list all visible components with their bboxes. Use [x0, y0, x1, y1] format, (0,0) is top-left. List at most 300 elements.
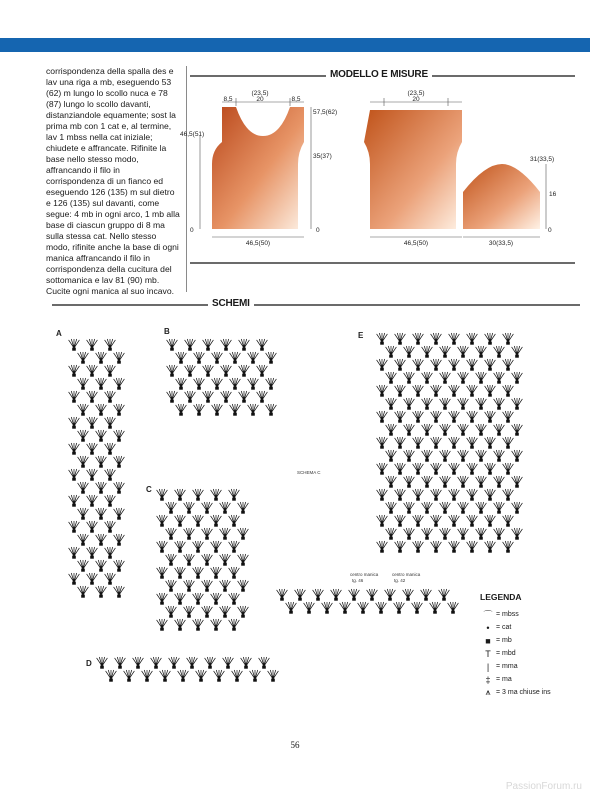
stitch-fan — [115, 657, 126, 668]
stitch-fan — [266, 404, 277, 415]
stitch-fan — [96, 482, 107, 493]
stitch-fan — [512, 424, 523, 435]
stitch-fan — [133, 657, 144, 668]
shoulder-right: 8,5 — [291, 96, 301, 103]
stitch-fan — [449, 515, 460, 526]
measures-diagram — [180, 84, 580, 252]
stitch-fan — [175, 593, 186, 604]
legend-symbol: ⩚ — [485, 687, 491, 697]
legend-title: LEGENDA — [480, 592, 522, 602]
crochet-charts — [52, 318, 542, 728]
stitch-fan — [87, 339, 98, 350]
stitch-fan — [259, 657, 270, 668]
stitch-fan — [404, 372, 415, 383]
stitch-fan — [97, 657, 108, 668]
stitch-fan — [422, 502, 433, 513]
stitch-fan — [448, 602, 459, 613]
stitch-fan — [512, 346, 523, 357]
stitch-fan — [106, 670, 117, 681]
stitch-fan — [78, 430, 89, 441]
stitch-fan — [203, 339, 214, 350]
stitch-fan — [413, 437, 424, 448]
stitch-fan — [449, 333, 460, 344]
stitch-fan — [367, 589, 378, 600]
stitch-fan — [78, 534, 89, 545]
stitch-fan — [169, 657, 180, 668]
stitch-fan — [431, 489, 442, 500]
stitch-fan — [467, 489, 478, 500]
stitch-fan — [184, 580, 195, 591]
chart-b — [167, 339, 277, 415]
stitch-fan — [485, 515, 496, 526]
stitch-fan — [69, 495, 80, 506]
stitch-fan — [512, 476, 523, 487]
stitch-fan — [377, 515, 388, 526]
stitch-fan — [439, 589, 450, 600]
stitch-fan — [266, 378, 277, 389]
stitch-fan — [467, 333, 478, 344]
stitch-fan — [114, 560, 125, 571]
stitch-fan — [395, 463, 406, 474]
stitch-fan — [157, 593, 168, 604]
stitch-fan — [512, 528, 523, 539]
chart-e-label: E — [358, 331, 364, 340]
stitch-fan — [203, 391, 214, 402]
legend-label: = cat — [496, 624, 512, 631]
stitch-fan — [105, 521, 116, 532]
front-neck-label: (23,5) — [407, 90, 425, 97]
stitch-fan — [220, 528, 231, 539]
stitch-fan — [386, 398, 397, 409]
stitch-fan — [105, 573, 116, 584]
stitch-fan — [229, 515, 240, 526]
chart-d-label: D — [86, 659, 92, 668]
stitch-fan — [476, 450, 487, 461]
stitch-fan — [422, 372, 433, 383]
stitch-fan — [167, 365, 178, 376]
stitch-fan — [268, 670, 279, 681]
stitch-fan — [187, 657, 198, 668]
stitch-fan — [512, 372, 523, 383]
stitch-fan — [230, 404, 241, 415]
stitch-fan — [185, 339, 196, 350]
stitch-fan — [404, 502, 415, 513]
stitch-fan — [232, 670, 243, 681]
stitch-fan — [476, 424, 487, 435]
stitch-fan — [184, 528, 195, 539]
zero-mid: 0 — [316, 227, 320, 234]
stitch-fan — [257, 365, 268, 376]
stitch-fan — [78, 586, 89, 597]
stitch-fan — [221, 391, 232, 402]
page-number: 56 — [290, 740, 300, 750]
stitch-fan — [503, 385, 514, 396]
stitch-fan — [223, 657, 234, 668]
stitch-fan — [458, 424, 469, 435]
stitch-fan — [211, 567, 222, 578]
stitch-fan — [503, 463, 514, 474]
stitch-fan — [404, 528, 415, 539]
stitch-fan — [413, 541, 424, 552]
zero-right: 0 — [548, 227, 552, 234]
stitch-fan — [458, 502, 469, 513]
stitch-fan — [449, 359, 460, 370]
chart-d — [97, 657, 279, 681]
stitch-fan — [358, 602, 369, 613]
legend-label: = mbss — [496, 611, 519, 618]
stitch-fan — [257, 339, 268, 350]
stitch-fan — [257, 391, 268, 402]
stitch-fan — [449, 489, 460, 500]
stitch-fan — [105, 339, 116, 350]
stitch-fan — [96, 586, 107, 597]
stitch-fan — [503, 437, 514, 448]
stitch-fan — [176, 404, 187, 415]
stitch-fan — [239, 365, 250, 376]
stitch-fan — [202, 606, 213, 617]
stitch-fan — [184, 554, 195, 565]
stitch-fan — [157, 567, 168, 578]
legend-row — [480, 621, 580, 634]
stitch-fan — [413, 489, 424, 500]
stitch-fan — [220, 554, 231, 565]
stitch-fan — [377, 359, 388, 370]
sleeve-width: 30(33,5) — [488, 240, 514, 247]
stitch-fan — [476, 398, 487, 409]
legend-row — [480, 686, 580, 699]
stitch-fan — [485, 385, 496, 396]
stitch-fan — [96, 560, 107, 571]
stitch-fan — [202, 528, 213, 539]
stitch-fan — [211, 489, 222, 500]
stitch-fan — [304, 602, 315, 613]
stitch-fan — [386, 346, 397, 357]
stitch-fan — [422, 476, 433, 487]
stitch-fan — [377, 385, 388, 396]
stitch-fan — [395, 541, 406, 552]
stitch-fan — [105, 443, 116, 454]
body-text: corrispondenza della spalla des e lav una riga a mb, eseguendo 53 (62) m lungo lo scollo nuca e 78 (87) lungo lo scollo davanti, distanziandole equamente; sost la prima mb con 1 cat e, al termine, lav 1 mbss nella cat iniziale; chiudete e affrancate. Rifinite la base nello stesso modo, affrancando il filo in corrispondenza di un fianco ed eseguendo 126 (135) m sul dietro e 126 (135) sul davanti, come segue: 4 mb in ogni arco, 1 mb alla base di ciascun gruppo di 8 ma sulla stessa cat. Nello stesso modo, rifinite anche la base di ogni manica affrancando il filo in corrispondenza della cucitura del sottomanica e lav 81 (90) mb. Cucite ogni manica al suo incavo. — [46, 66, 180, 296]
stitch-fan — [69, 443, 80, 454]
stitch-fan — [386, 450, 397, 461]
stitch-fan — [176, 352, 187, 363]
stitch-fan — [178, 670, 189, 681]
stitch-fan — [386, 476, 397, 487]
stitch-fan — [202, 580, 213, 591]
stitch-fan — [440, 346, 451, 357]
stitch-fan — [458, 346, 469, 357]
stitch-fan — [377, 333, 388, 344]
stitch-fan — [114, 482, 125, 493]
stitch-fan — [220, 502, 231, 513]
stitch-fan — [238, 606, 249, 617]
stitch-fan — [503, 515, 514, 526]
stitch-fan — [229, 541, 240, 552]
stitch-fan — [430, 602, 441, 613]
legend-label: = mb — [496, 637, 512, 644]
stitch-fan — [340, 602, 351, 613]
stitch-fan — [467, 385, 478, 396]
stitch-fan — [238, 502, 249, 513]
stitch-fan — [286, 602, 297, 613]
stitch-fan — [157, 489, 168, 500]
stitch-fan — [214, 670, 225, 681]
stitch-fan — [185, 365, 196, 376]
chart-c — [157, 489, 459, 630]
stitch-fan — [404, 398, 415, 409]
back-neck-label: (23,5) — [251, 90, 269, 97]
stitch-fan — [230, 378, 241, 389]
stitch-fan — [485, 411, 496, 422]
stitch-fan — [494, 502, 505, 513]
stitch-fan — [277, 589, 288, 600]
stitch-fan — [105, 495, 116, 506]
stitch-fan — [494, 450, 505, 461]
stitch-fan — [69, 521, 80, 532]
mid-height: 35(37) — [313, 153, 332, 160]
legend-symbol: ‡ — [485, 674, 491, 685]
stitch-fan — [413, 411, 424, 422]
stitch-fan — [395, 411, 406, 422]
stitch-fan — [105, 547, 116, 558]
stitch-fan — [494, 528, 505, 539]
stitch-fan — [313, 589, 324, 600]
back-piece — [212, 107, 304, 229]
stitch-fan — [193, 593, 204, 604]
stitch-fan — [422, 450, 433, 461]
stitch-fan — [69, 547, 80, 558]
stitch-fan — [166, 606, 177, 617]
legend-row — [480, 673, 580, 686]
stitch-fan — [431, 541, 442, 552]
stitch-fan — [431, 437, 442, 448]
stitch-fan — [494, 424, 505, 435]
stitch-fan — [404, 424, 415, 435]
stitch-fan — [376, 602, 387, 613]
stitch-fan — [395, 515, 406, 526]
stitch-fan — [422, 424, 433, 435]
centro-2b: tg. 42 — [394, 578, 406, 583]
stitch-fan — [467, 411, 478, 422]
measures-bottom-line — [190, 262, 575, 264]
front-neck-sub: 20 — [412, 96, 420, 103]
chart-e — [377, 333, 523, 552]
chart-a-label: A — [56, 329, 62, 338]
stitch-fan — [458, 398, 469, 409]
stitch-fan — [96, 430, 107, 441]
stitch-fan — [467, 437, 478, 448]
stitch-fan — [395, 437, 406, 448]
stitch-fan — [175, 541, 186, 552]
measures-title: MODELLO E MISURE — [326, 69, 432, 80]
stitch-fan — [114, 352, 125, 363]
stitch-fan — [142, 670, 153, 681]
stitch-fan — [96, 534, 107, 545]
stitch-fan — [114, 534, 125, 545]
stitch-fan — [166, 580, 177, 591]
top-blue-band — [0, 38, 590, 52]
legend-symbol: ■ — [485, 635, 491, 646]
stitch-fan — [485, 463, 496, 474]
stitch-fan — [230, 352, 241, 363]
stitch-fan — [485, 437, 496, 448]
stitch-fan — [105, 365, 116, 376]
stitch-fan — [105, 417, 116, 428]
stitch-fan — [467, 463, 478, 474]
chart-b-label: B — [164, 327, 170, 336]
stitch-fan — [78, 352, 89, 363]
stitch-fan — [166, 528, 177, 539]
legend-row — [480, 634, 580, 647]
sleeve-mid: 16 — [549, 191, 557, 198]
stitch-fan — [166, 554, 177, 565]
back-width: 46,5(50) — [245, 240, 271, 247]
stitch-fan — [412, 602, 423, 613]
stitch-fan — [212, 404, 223, 415]
stitch-fan — [175, 515, 186, 526]
stitch-fan — [322, 602, 333, 613]
stitch-fan — [221, 365, 232, 376]
stitch-fan — [114, 586, 125, 597]
stitch-fan — [176, 378, 187, 389]
stitch-fan — [194, 404, 205, 415]
stitch-fan — [476, 476, 487, 487]
stitch-fan — [485, 489, 496, 500]
stitch-fan — [157, 541, 168, 552]
legend-symbol: T — [485, 648, 491, 659]
stitch-fan — [458, 450, 469, 461]
stitch-fan — [413, 515, 424, 526]
stitch-fan — [494, 476, 505, 487]
stitch-fan — [377, 437, 388, 448]
stitch-fan — [175, 567, 186, 578]
stitch-fan — [78, 560, 89, 571]
stitch-fan — [160, 670, 171, 681]
stitch-fan — [96, 456, 107, 467]
stitch-fan — [458, 476, 469, 487]
stitch-fan — [87, 547, 98, 558]
stitch-fan — [395, 333, 406, 344]
stitch-fan — [202, 554, 213, 565]
stitch-fan — [422, 346, 433, 357]
stitch-fan — [69, 469, 80, 480]
stitch-fan — [69, 573, 80, 584]
stitch-fan — [431, 411, 442, 422]
stitch-fan — [431, 463, 442, 474]
legend-symbol: ⌒ — [483, 610, 493, 620]
stitch-fan — [220, 580, 231, 591]
stitch-fan — [476, 502, 487, 513]
legend-label: = mbd — [496, 650, 516, 657]
stitch-fan — [431, 515, 442, 526]
stitch-fan — [503, 359, 514, 370]
stitch-fan — [512, 398, 523, 409]
sleeve-height: 31(33,5) — [530, 156, 555, 163]
stitch-fan — [395, 385, 406, 396]
stitch-fan — [241, 657, 252, 668]
stitch-fan — [151, 657, 162, 668]
stitch-fan — [503, 489, 514, 500]
stitch-fan — [239, 339, 250, 350]
stitch-fan — [157, 619, 168, 630]
stitch-fan — [193, 515, 204, 526]
stitch-fan — [87, 521, 98, 532]
stitch-fan — [211, 541, 222, 552]
stitch-fan — [193, 541, 204, 552]
stitch-fan — [238, 554, 249, 565]
stitch-fan — [458, 372, 469, 383]
stitch-fan — [78, 508, 89, 519]
stitch-fan — [248, 352, 259, 363]
stitch-fan — [413, 385, 424, 396]
stitch-fan — [194, 352, 205, 363]
stitch-fan — [476, 528, 487, 539]
stitch-fan — [194, 378, 205, 389]
schema-c-tag: SCHEMA C — [297, 470, 321, 475]
stitch-fan — [449, 541, 460, 552]
stitch-fan — [69, 391, 80, 402]
stitch-fan — [266, 352, 277, 363]
stitch-fan — [404, 346, 415, 357]
stitch-fan — [167, 339, 178, 350]
chart-c-label: C — [146, 485, 152, 494]
stitch-fan — [413, 333, 424, 344]
stitch-fan — [476, 372, 487, 383]
stitch-fan — [87, 365, 98, 376]
stitch-fan — [193, 619, 204, 630]
stitch-fan — [69, 417, 80, 428]
stitch-fan — [96, 352, 107, 363]
stitch-fan — [422, 528, 433, 539]
stitch-fan — [220, 606, 231, 617]
stitch-fan — [105, 469, 116, 480]
stitch-fan — [211, 619, 222, 630]
stitch-fan — [248, 378, 259, 389]
stitch-fan — [431, 359, 442, 370]
stitch-fan — [203, 365, 214, 376]
stitch-fan — [404, 450, 415, 461]
stitch-fan — [394, 602, 405, 613]
back-neck-sub: 20 — [256, 96, 264, 103]
stitch-fan — [485, 333, 496, 344]
stitch-fan — [503, 541, 514, 552]
stitch-fan — [440, 398, 451, 409]
stitch-fan — [212, 352, 223, 363]
stitch-fan — [485, 359, 496, 370]
legend-row — [480, 608, 580, 621]
stitch-fan — [440, 476, 451, 487]
stitch-fan — [229, 489, 240, 500]
stitch-fan — [78, 404, 89, 415]
stitch-fan — [377, 463, 388, 474]
stitch-fan — [193, 567, 204, 578]
stitch-fan — [349, 589, 360, 600]
stitch-fan — [205, 657, 216, 668]
stitch-fan — [440, 528, 451, 539]
stitch-fan — [229, 619, 240, 630]
stitch-fan — [431, 333, 442, 344]
stitch-fan — [78, 482, 89, 493]
front-piece — [364, 110, 462, 229]
stitch-fan — [105, 391, 116, 402]
stitch-fan — [157, 515, 168, 526]
stitch-fan — [494, 372, 505, 383]
stitch-fan — [467, 359, 478, 370]
stitch-fan — [96, 378, 107, 389]
left-height: 46,5(51) — [180, 131, 205, 138]
chart-a — [68, 326, 140, 597]
stitch-fan — [413, 359, 424, 370]
